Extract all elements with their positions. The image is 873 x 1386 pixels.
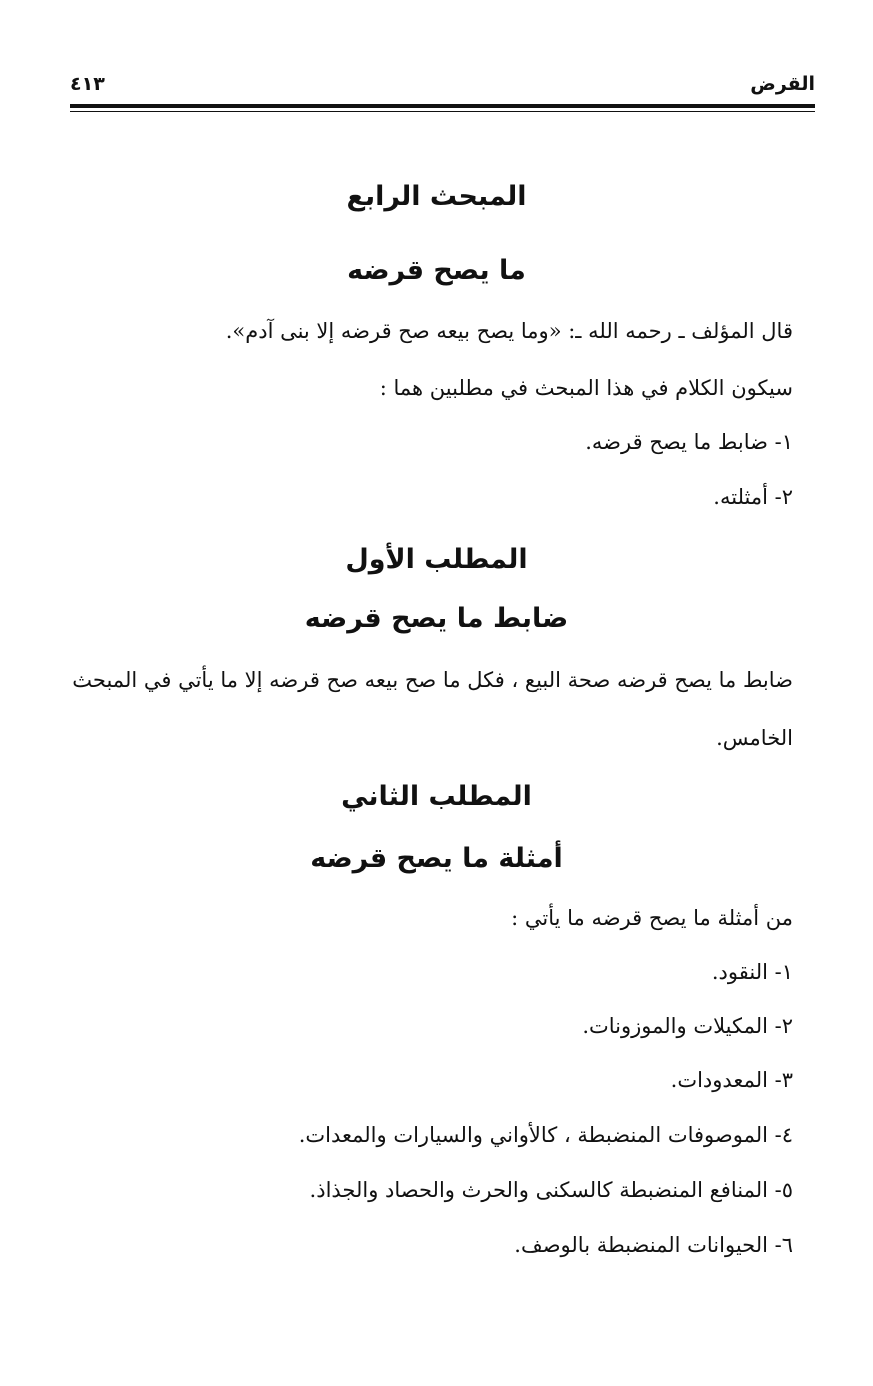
example-item: ٣- المعدودات.: [670, 1068, 793, 1092]
first-requirement-subtitle: ضابط ما يصح قرضه: [304, 603, 569, 634]
example-item: ٦- الحيوانات المنضبطة بالوصف.: [514, 1233, 793, 1257]
example-item: ٥- المنافع المنضبطة كالسكنى والحرث والحصاد والجذاذ.: [309, 1178, 793, 1202]
section-title: المبحث الرابع: [346, 181, 527, 212]
header-rule-thick: [70, 104, 815, 108]
examples-intro: من أمثلة ما يصح قرضه ما يأتي :: [511, 906, 793, 930]
example-item: ١- النقود.: [711, 960, 793, 984]
running-header: [70, 68, 815, 100]
page-number: ٤١٣: [70, 73, 105, 95]
second-requirement-subtitle: أمثلة ما يصح قرضه: [310, 843, 563, 874]
author-quote: قال المؤلف ـ رحمه الله ـ: «وما يصح بيعه صح قرضه إلا بنى آدم».: [225, 319, 793, 343]
first-requirement-title: المطلب الأول: [345, 544, 528, 575]
example-item: ٤- الموصوفات المنضبطة ، كالأواني والسيارات والمعدات.: [298, 1123, 793, 1147]
section-subtitle: ما يصح قرضه: [347, 255, 526, 286]
header-rule-thin: [70, 111, 815, 112]
intro-list-item: ٢- أمثلته.: [713, 485, 793, 509]
chapter-title: القرض: [750, 73, 815, 95]
intro-list-item: ١- ضابط ما يصح قرضه.: [585, 430, 793, 454]
overview-text: سيكون الكلام في هذا المبحث في مطلبين هما :: [379, 376, 793, 400]
first-requirement-text: ضابط ما يصح قرضه صحة البيع ، فكل ما صح بيعه صح قرضه إلا ما يأتي في المبحث الخامس.: [72, 668, 793, 750]
example-item: ٢- المكيلات والموزونات.: [582, 1014, 793, 1038]
second-requirement-title: المطلب الثاني: [341, 781, 532, 812]
